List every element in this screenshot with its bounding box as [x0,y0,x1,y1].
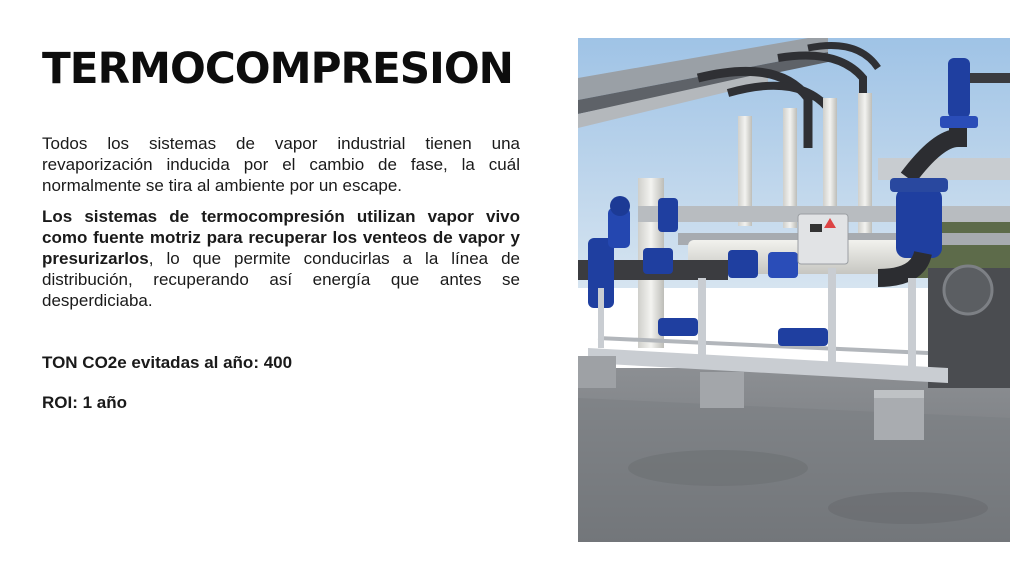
system-paragraph-bold: Los sistemas de termocompresión utilizan vapor vivo como fuente motriz para recuperar los venteos de vapor y presurizarlos [42,207,520,268]
equipment-photo [578,38,1010,542]
page-title: TERMOCOMPRESION [42,44,513,94]
system-paragraph-rest: , lo que permite conducirlas a la línea de distribución, recuperando así energía que antes se desperdiciaba. [42,249,520,310]
roi-stat: ROI: 1 año [42,393,128,412]
intro-paragraph: Todos los sistemas de vapor industrial tienen una revaporización inducida por el cambio de fase, la cuál normalmente se tira al ambiente por un escape. [42,134,520,195]
system-paragraph [42,206,520,311]
description-text [42,133,520,321]
co2-stat: TON CO2e evitadas al año: 400 [42,353,293,372]
